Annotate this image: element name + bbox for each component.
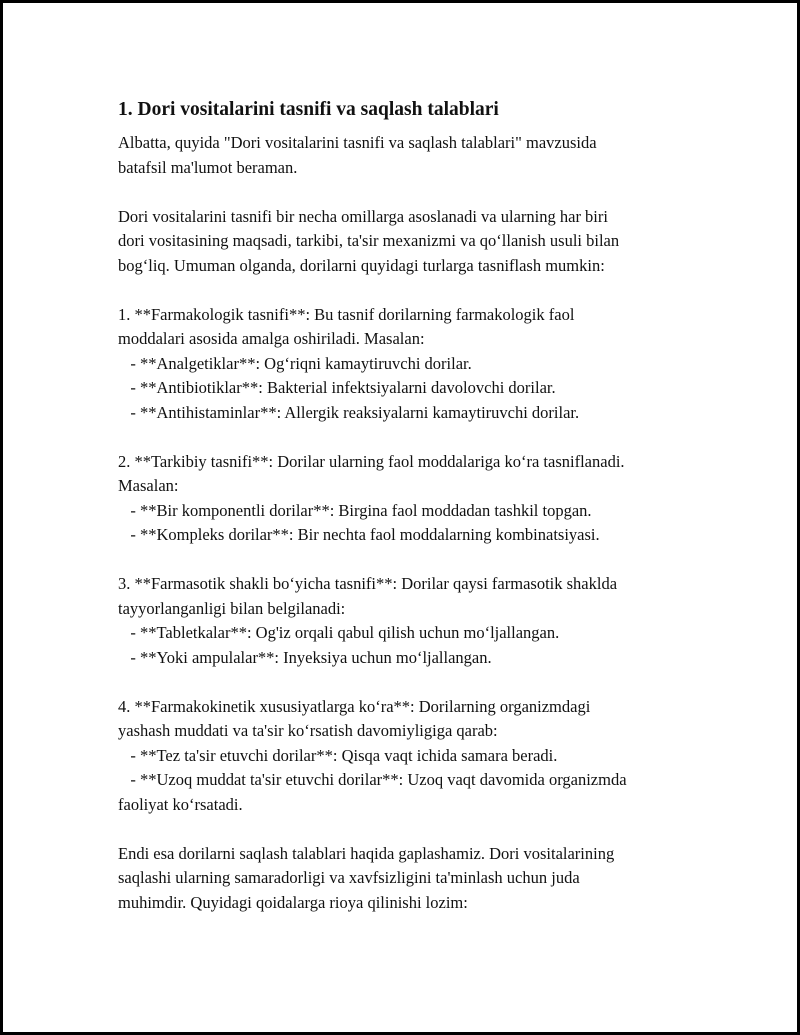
paragraph-spacer [118, 180, 718, 205]
paragraph-spacer [118, 425, 718, 450]
list-item: - **Yoki ampulalar**: Inyeksiya uchun mo‘ljallangan. [118, 647, 492, 667]
paragraph-spacer [118, 548, 718, 573]
list-item: - **Kompleks dorilar**: Bir nechta faol moddalarning kombinatsiyasi. [118, 525, 600, 544]
list-item: - **Analgetiklar**: Og‘riqni kamaytiruvchi dorilar. [118, 353, 472, 373]
paragraph-spacer [118, 670, 718, 695]
paragraph-spacer [118, 278, 718, 303]
list-item: - **Uzoq muddat ta'sir etuvchi dorilar**: Uzoq vaqt davomida organizmda faoliyat ko‘rsatadi. [118, 770, 627, 814]
list-item: - **Antihistaminlar**: Allergik reaksiyalarni kamaytiruvchi dorilar. [118, 402, 580, 422]
section-compositional [118, 450, 718, 548]
intro-paragraph: Albatta, quyida "Dori vositalarini tasnifi va saqlash talablari" mavzusida batafsil ma'lumot beraman. [118, 133, 597, 177]
document-body [118, 96, 718, 915]
section-pharmacological [118, 303, 718, 426]
list-item: - **Bir komponentli dorilar**: Birgina faol moddadan tashkil topgan. [118, 500, 592, 520]
document-title: 1. Dori vositalarini tasnifi va saqlash talablari [118, 99, 499, 120]
section-heading: 1. **Farmakologik tasnifi**: Bu tasnif dorilarning farmakologik faol moddalari asosida amalga oshiriladi. Masalan: [118, 304, 575, 348]
section-pharmacokinetic [118, 695, 718, 818]
list-item: - **Tabletkalar**: Og'iz orqali qabul qilish uchun mo‘ljallangan. [118, 623, 560, 642]
overview-paragraph: Dori vositalarini tasnifi bir necha omillarga asoslanadi va ularning har biri dori vositasining maqsadi, tarkibi, ta'sir mexanizmi va qo‘llanish usuli bilan bog‘liq. Umuman olganda, dorilarni quyidagi turlarga tasniflash mumkin: [118, 206, 620, 275]
paragraph-spacer [118, 817, 718, 842]
section-heading: 2. **Tarkibiy tasnifi**: Dorilar ularning faol moddalariga ko‘ra tasniflanadi. Masalan: [118, 451, 625, 495]
list-item: - **Tez ta'sir etuvchi dorilar**: Qisqa vaqt ichida samara beradi. [118, 745, 558, 765]
section-pharmaceutical-form [118, 572, 718, 670]
closing-paragraph: Endi esa dorilarni saqlash talablari haqida gaplashamiz. Dori vositalarining saqlashi ularning samaradorligi va xavfsizligini ta'minlash uchun juda muhimdir. Quyidagi qoidalarga rioya qilinishi lozim: [118, 843, 615, 912]
list-item: - **Antibiotiklar**: Bakterial infektsiyalarni davolovchi dorilar. [118, 378, 556, 397]
section-heading: 3. **Farmasotik shakli bo‘yicha tasnifi**: Dorilar qaysi farmasotik shaklda tayyorlanganligi bilan belgilanadi: [118, 574, 618, 618]
section-heading: 4. **Farmakokinetik xususiyatlarga ko‘ra**: Dorilarning organizmdagi yashash muddati va ta'sir ko‘rsatish davomiyligiga qarab: [118, 696, 591, 740]
